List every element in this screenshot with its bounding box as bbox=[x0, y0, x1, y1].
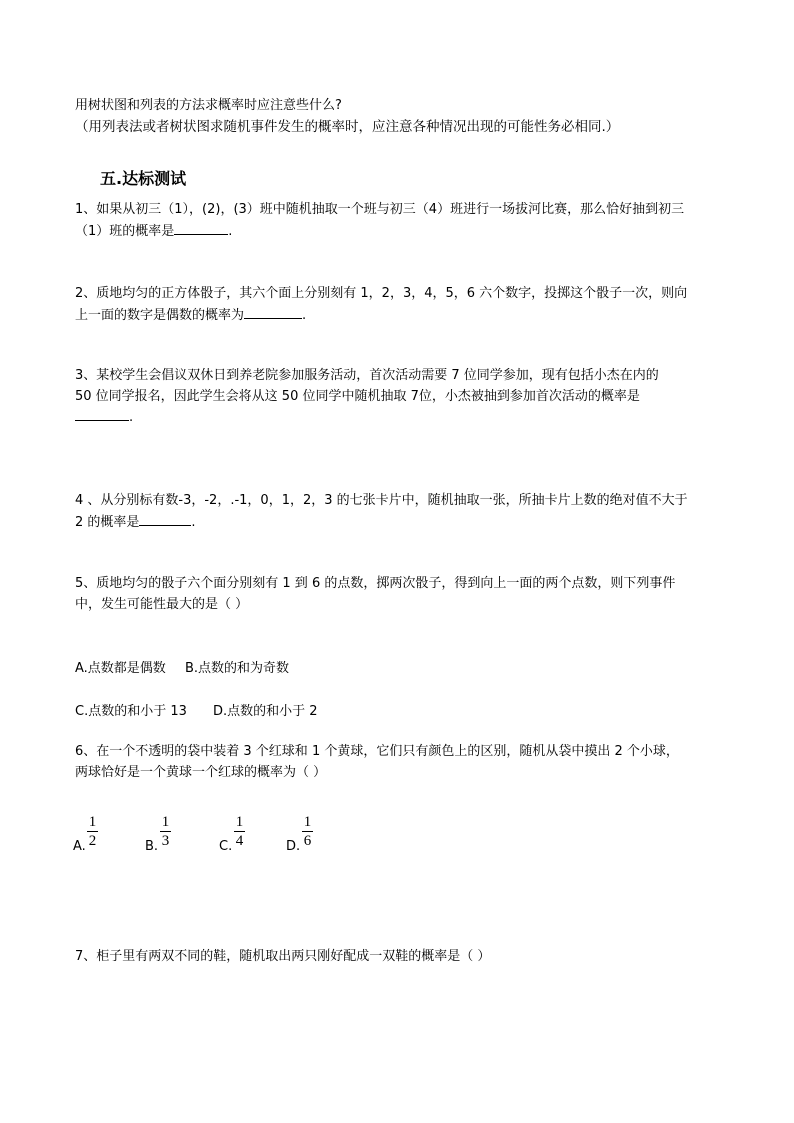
q1-line1: 1、如果从初三（1），(2)，(3）班中随机抽取一个班与初三（4）班进行一场拔河比赛，那么恰好抽到初三 bbox=[75, 202, 685, 217]
intro-question: 用树状图和列表的方法求概率时应注意些什么? bbox=[75, 98, 342, 113]
q6-option-b-fraction: 1 3 bbox=[161, 814, 170, 849]
q5-line1: 5、质地均匀的骰子六个面分别刻有 1 到 6 的点数，掷两次骰子，得到向上一面的两个点数，则下列事件 bbox=[75, 576, 676, 591]
q1-text: （1）班的概率是 bbox=[75, 224, 175, 239]
q6-option-d-label[interactable]: D. bbox=[286, 839, 301, 854]
q4-line1: 4 、从分别标有数-3，-2，.-1，0，1，2，3 的七张卡片中，随机抽取一张，所抽卡片上数的绝对值不大于 bbox=[75, 493, 688, 508]
q4-answer-blank[interactable] bbox=[139, 513, 191, 526]
q2-answer-blank[interactable] bbox=[244, 306, 302, 319]
q5-option-b[interactable]: B.点数的和为奇数 bbox=[185, 661, 290, 676]
q6-line1: 6、在一个不透明的袋中装着 3 个红球和 1 个黄球，它们只有颜色上的区别，随机从袋中摸出 2 个小球， bbox=[75, 744, 679, 759]
q3-line3: . bbox=[75, 408, 133, 428]
q5-option-d[interactable]: D.点数的和小于 2 bbox=[213, 704, 318, 719]
q3-answer-blank[interactable] bbox=[75, 408, 129, 421]
q6-option-c-label[interactable]: C. bbox=[219, 839, 233, 854]
q2-line2: 上一面的数字是偶数的概率为 . bbox=[75, 308, 307, 323]
q1-answer-blank[interactable] bbox=[174, 222, 228, 235]
q6-option-a-label[interactable]: A. bbox=[73, 839, 86, 854]
q6-line2: 两球恰好是一个黄球一个红球的概率为（ ） bbox=[75, 765, 327, 780]
intro-answer: （用列表法或者树状图求随机事件发生的概率时，应注意各种情况出现的可能性务必相同.） bbox=[75, 119, 620, 135]
q6-option-c-fraction: 1 4 bbox=[235, 814, 244, 849]
q7-line1: 7、柜子里有两双不同的鞋，随机取出两只刚好配成一双鞋的概率是（ ） bbox=[75, 949, 491, 964]
q2-line1: 2、质地均匀的正方体骰子，其六个面上分别刻有 1，2，3，4，5，6 六个数字，投掷这个骰子一次，则向 bbox=[75, 286, 688, 301]
section-title: 五.达标测试 bbox=[100, 169, 187, 188]
q5-option-c[interactable]: C.点数的和小于 13 bbox=[75, 704, 187, 719]
q6-option-a-fraction: 1 2 bbox=[88, 814, 97, 849]
q4-line2: 2 的概率是 . bbox=[75, 515, 196, 530]
q5-option-a[interactable]: A.点数都是偶数 bbox=[75, 661, 166, 676]
q3-line2: 50 位同学报名，因此学生会将从这 50 位同学中随机抽取 7位，小杰被抽到参加首次活动的概率是 bbox=[75, 389, 640, 404]
q6-option-d-fraction: 1 6 bbox=[303, 814, 312, 849]
q5-line2: 中，发生可能性最大的是（ ） bbox=[75, 597, 249, 612]
q4-text: 2 的概率是 bbox=[75, 515, 140, 530]
q2-text: 上一面的数字是偶数的概率为 bbox=[75, 308, 245, 323]
q6-option-b-label[interactable]: B. bbox=[145, 839, 159, 854]
q1-line2: （1）班的概率是 . bbox=[75, 224, 233, 239]
q3-line1: 3、某校学生会倡议双休日到养老院参加服务活动，首次活动需要 7 位同学参加，现有包括小杰在内的 bbox=[75, 368, 659, 383]
